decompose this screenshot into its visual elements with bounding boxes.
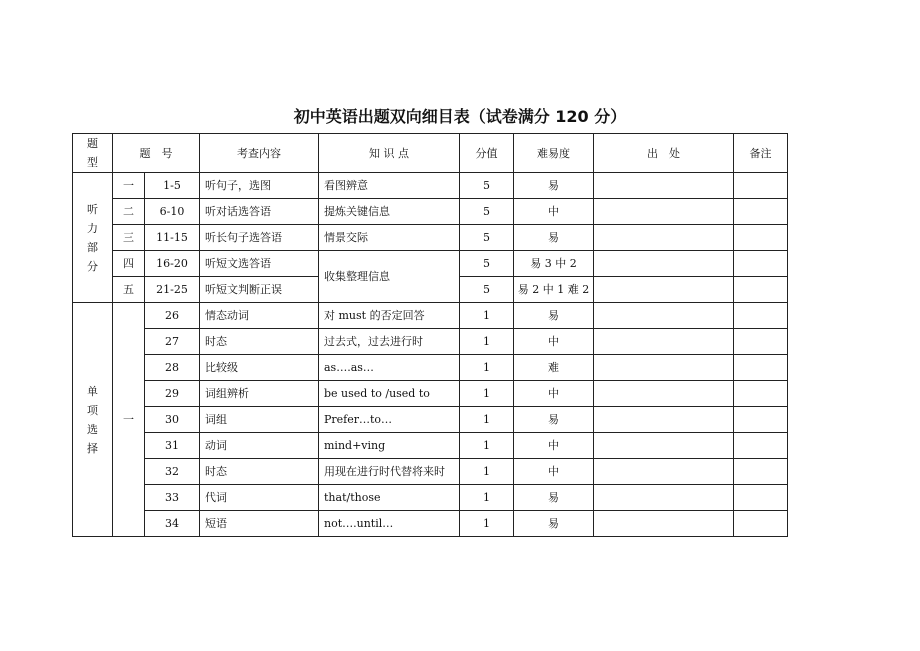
remarks-cell: [734, 199, 788, 225]
score-cell: 1: [460, 303, 514, 329]
source-cell: [594, 199, 734, 225]
content-cell: 比较级: [200, 355, 319, 381]
remarks-cell: [734, 303, 788, 329]
source-cell: [594, 225, 734, 251]
table-row: [73, 381, 788, 407]
remarks-cell: [734, 433, 788, 459]
question-range: 11-15: [145, 225, 200, 251]
remarks-cell: [734, 329, 788, 355]
part-number: 一: [113, 303, 145, 537]
question-number: 26: [145, 303, 200, 329]
content-cell: 代词: [200, 485, 319, 511]
header-remarks: 备注: [734, 134, 788, 173]
source-cell: [594, 485, 734, 511]
source-cell: [594, 433, 734, 459]
table-row: [73, 199, 788, 225]
spec-table: [72, 133, 788, 537]
knowledge-cell: 过去式，过去进行时: [319, 329, 460, 355]
table-row: [73, 433, 788, 459]
score-cell: 1: [460, 355, 514, 381]
source-cell: [594, 251, 734, 277]
knowledge-cell: 提炼关键信息: [319, 199, 460, 225]
difficulty-cell: 易 2 中 1 难 2: [514, 277, 594, 303]
source-cell: [594, 381, 734, 407]
knowledge-cell: not….until…: [319, 511, 460, 537]
table-row: [73, 173, 788, 199]
question-number: 30: [145, 407, 200, 433]
score-cell: 1: [460, 433, 514, 459]
difficulty-cell: 易: [514, 407, 594, 433]
content-cell: 听句子，选图: [200, 173, 319, 199]
source-cell: [594, 459, 734, 485]
question-number: 31: [145, 433, 200, 459]
score-cell: 5: [460, 225, 514, 251]
content-cell: 词组辨析: [200, 381, 319, 407]
header-score: 分值: [460, 134, 514, 173]
score-cell: 1: [460, 407, 514, 433]
score-cell: 1: [460, 329, 514, 355]
question-number: 27: [145, 329, 200, 355]
table-row: [73, 355, 788, 381]
question-range: 16-20: [145, 251, 200, 277]
table-row: [73, 511, 788, 537]
knowledge-cell: 用现在进行时代替将来时: [319, 459, 460, 485]
difficulty-cell: 中: [514, 381, 594, 407]
source-cell: [594, 329, 734, 355]
source-cell: [594, 355, 734, 381]
difficulty-cell: 中: [514, 433, 594, 459]
knowledge-cell: 对 must 的否定回答: [319, 303, 460, 329]
source-cell: [594, 511, 734, 537]
content-cell: 词组: [200, 407, 319, 433]
remarks-cell: [734, 173, 788, 199]
question-range: 21-25: [145, 277, 200, 303]
knowledge-cell: 收集整理信息: [319, 251, 460, 303]
remarks-cell: [734, 251, 788, 277]
score-cell: 1: [460, 511, 514, 537]
content-cell: 时态: [200, 329, 319, 355]
remarks-cell: [734, 381, 788, 407]
remarks-cell: [734, 355, 788, 381]
score-cell: 1: [460, 381, 514, 407]
part-number: 四: [113, 251, 145, 277]
knowledge-cell: 情景交际: [319, 225, 460, 251]
score-cell: 1: [460, 459, 514, 485]
difficulty-cell: 易: [514, 511, 594, 537]
difficulty-cell: 中: [514, 459, 594, 485]
question-range: 6-10: [145, 199, 200, 225]
content-cell: 短语: [200, 511, 319, 537]
header-knowledge: 知 识 点: [319, 134, 460, 173]
difficulty-cell: 易: [514, 225, 594, 251]
section-choice: 单项选择: [73, 303, 113, 537]
difficulty-cell: 易: [514, 485, 594, 511]
knowledge-cell: as….as…: [319, 355, 460, 381]
content-cell: 听长句子选答语: [200, 225, 319, 251]
remarks-cell: [734, 225, 788, 251]
header-source: 出 处: [594, 134, 734, 173]
source-cell: [594, 277, 734, 303]
difficulty-cell: 易: [514, 173, 594, 199]
question-number: 34: [145, 511, 200, 537]
header-type: 题型: [73, 134, 113, 173]
part-number: 五: [113, 277, 145, 303]
remarks-cell: [734, 485, 788, 511]
question-range: 1-5: [145, 173, 200, 199]
table-row: [73, 485, 788, 511]
header-number: 题 号: [113, 134, 200, 173]
remarks-cell: [734, 407, 788, 433]
difficulty-cell: 易: [514, 303, 594, 329]
source-cell: [594, 407, 734, 433]
header-row: [73, 134, 788, 173]
table-row: [73, 225, 788, 251]
score-cell: 5: [460, 173, 514, 199]
question-number: 28: [145, 355, 200, 381]
section-listening: 听力部分: [73, 173, 113, 303]
score-cell: 5: [460, 277, 514, 303]
knowledge-cell: 看图辨意: [319, 173, 460, 199]
content-cell: 听短文选答语: [200, 251, 319, 277]
knowledge-cell: Prefer…to…: [319, 407, 460, 433]
document-title: 初中英语出题双向细目表（试卷满分 120 分）: [293, 107, 627, 126]
table-row: [73, 251, 788, 277]
content-cell: 情态动词: [200, 303, 319, 329]
content-cell: 听对话选答语: [200, 199, 319, 225]
part-number: 一: [113, 173, 145, 199]
difficulty-cell: 易 3 中 2: [514, 251, 594, 277]
difficulty-cell: 难: [514, 355, 594, 381]
remarks-cell: [734, 459, 788, 485]
knowledge-cell: that/those: [319, 485, 460, 511]
header-content: 考查内容: [200, 134, 319, 173]
table-row: [73, 459, 788, 485]
remarks-cell: [734, 277, 788, 303]
part-number: 二: [113, 199, 145, 225]
remarks-cell: [734, 511, 788, 537]
question-number: 29: [145, 381, 200, 407]
knowledge-cell: be used to /used to: [319, 381, 460, 407]
score-cell: 1: [460, 485, 514, 511]
question-number: 33: [145, 485, 200, 511]
score-cell: 5: [460, 199, 514, 225]
header-difficulty: 难易度: [514, 134, 594, 173]
difficulty-cell: 中: [514, 329, 594, 355]
knowledge-cell: mind+ving: [319, 433, 460, 459]
difficulty-cell: 中: [514, 199, 594, 225]
source-cell: [594, 303, 734, 329]
question-number: 32: [145, 459, 200, 485]
table-row: [73, 407, 788, 433]
source-cell: [594, 173, 734, 199]
part-number: 三: [113, 225, 145, 251]
content-cell: 动词: [200, 433, 319, 459]
score-cell: 5: [460, 251, 514, 277]
content-cell: 时态: [200, 459, 319, 485]
content-cell: 听短文判断正误: [200, 277, 319, 303]
table-row: [73, 303, 788, 329]
table-row: [73, 329, 788, 355]
